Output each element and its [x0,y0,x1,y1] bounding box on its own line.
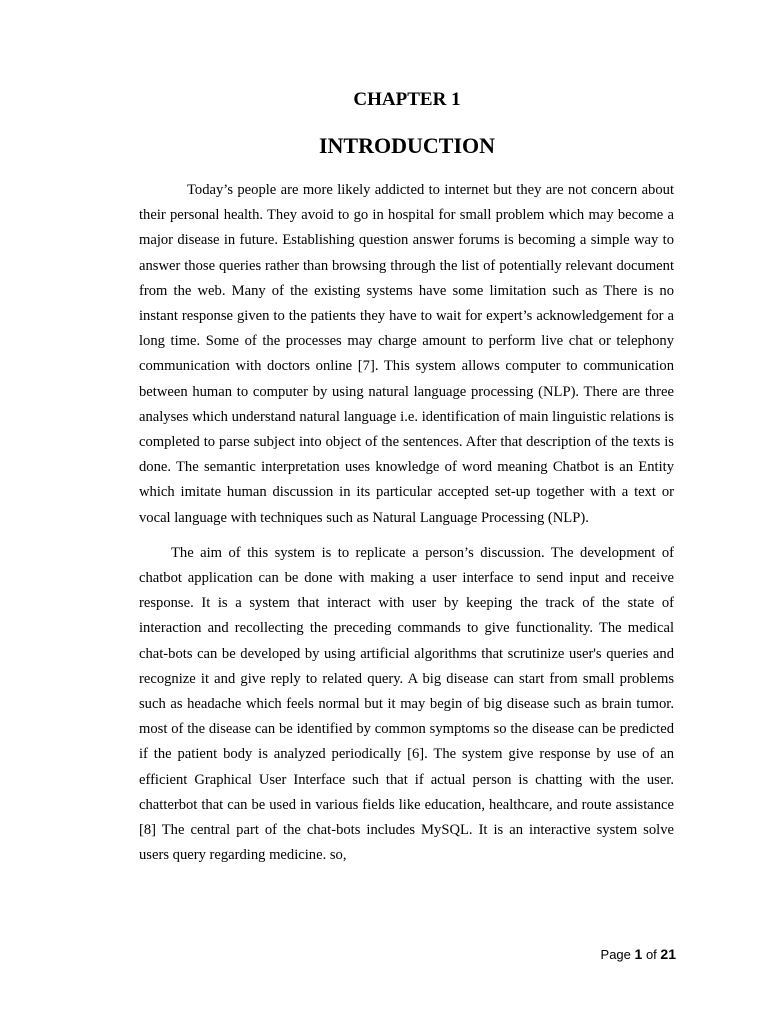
page-word: Page [600,947,631,962]
of-word: of [645,947,657,962]
body-text [139,178,674,868]
paragraph-intro: Today’s people are more likely addicted to internet but they are not concern about their personal health. They avoid to go in hospital for small problem which may become a major disease in future. Establishing question answer forums is becoming a simple way to answer those queries rather than browsing through the list of potentially relevant document from the web. Many of the existing systems have some limitation such as There is no instant response given to the patients they have to wait for expert’s acknowledgement for a long time. Some of the processes may charge amount to perform live chat or telephony communication with doctors online [7]. This system allows computer to communication between human to computer by using natural language processing (NLP). There are three analyses which understand natural language i.e. identification of main linguistic relations is completed to parse subject into object of the sentences. After that description of the texts is done. The semantic interpretation uses knowledge of word meaning Chatbot is an Entity which imitate human discussion in its particular accepted set-up together with a text or vocal language with techniques such as Natural Language Processing (NLP). [139,182,674,526]
paragraph-aim: The aim of this system is to replicate a person’s discussion. The development of chatbot application can be done with making a user interface to send input and receive response. It is a system that interact with user by keeping the track of the state of interaction and recollecting the preceding commands to give functionality. The medical chat-bots can be developed by using artificial algorithms that scrutinize user's queries and recognize it and give reply to related query. A big disease can start from small problems such as headache which feels normal but it may begin of big disease such as brain tumor. most of the disease can be identified by common symptoms so the disease can be predicted if the patient body is analyzed periodically [6]. The system give response by use of an efficient Graphical User Interface such that if actual person is chatting with the user. chatterbot that can be used in various fields like education, healthcare, and route assistance [8] The central part of the chat-bots includes MySQL. It is an interactive system solve users query regarding medicine. so, [139,544,674,864]
page-footer [601,944,676,965]
total-pages-number: 21 [660,946,676,962]
current-page-number: 1 [634,946,643,962]
chapter-label: CHAPTER 1 [353,89,461,110]
chapter-title: INTRODUCTION [318,133,496,158]
